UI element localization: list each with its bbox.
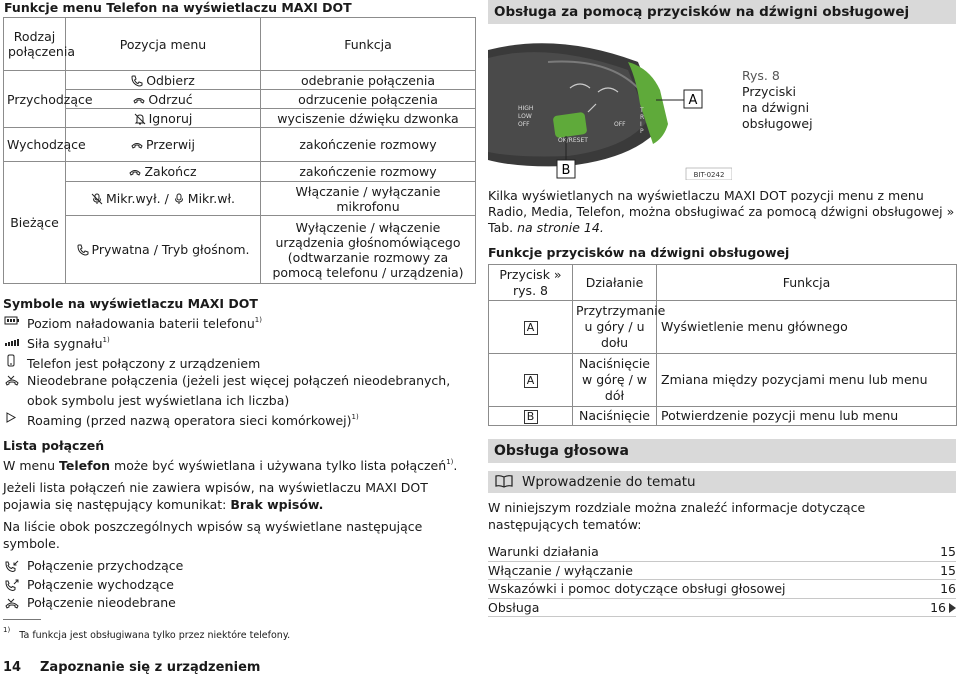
text-run: . (453, 458, 458, 473)
signal-icon (4, 334, 20, 347)
call-list-title: Lista połączeń (3, 438, 105, 453)
function-cell: Włączanie / wyłączanie mikrofonu (261, 182, 476, 216)
action-cell: Naciśnięcie (573, 407, 657, 426)
menu-item-label: Zakończ (144, 164, 197, 179)
missed-call-icon (4, 597, 20, 610)
voice-control-heading: Obsługa głosowa (488, 439, 956, 463)
microphone-icon (91, 193, 103, 205)
figure-number: Rys. 8 (742, 68, 780, 83)
group-current: Bieżące (4, 162, 66, 284)
phone-menu-table (3, 17, 476, 284)
menu-item-ignore (66, 109, 261, 128)
topic-intro-heading (488, 471, 956, 493)
toc-page-wrap (930, 599, 956, 617)
menu-item-label: Ignoruj (148, 110, 193, 126)
footnote-ref: 1) (351, 413, 359, 421)
menu-item-mic (66, 182, 261, 216)
lever-text-i: I (640, 121, 642, 128)
call-list-paragraph-2 (3, 479, 475, 513)
list-item (3, 557, 475, 576)
call-list-paragraph-1 (3, 454, 475, 474)
function-cell: zakończenie rozmowy (261, 128, 476, 162)
table-row (4, 71, 476, 90)
table-row (4, 128, 476, 162)
symbol-text: Połączenie przychodzące (27, 558, 184, 573)
toc-label: Włączanie / wyłączanie (488, 562, 633, 578)
phone-icon (77, 244, 89, 256)
action-cell: Przytrzymanie u góry / u dołu (573, 301, 657, 354)
menu-item-label: Odrzuć (148, 91, 193, 107)
header-menu-item: Pozycja menu (66, 18, 261, 71)
lever-functions-table (488, 264, 957, 426)
hangup-icon (129, 166, 141, 178)
table-row (489, 354, 957, 407)
roaming-icon (4, 411, 20, 424)
table-header-row (489, 265, 957, 301)
bell-muted-icon (134, 113, 146, 125)
menu-item-reject (66, 90, 261, 109)
table-row (4, 109, 476, 128)
figure-caption (742, 68, 813, 132)
lever-text-t: T (640, 107, 644, 114)
lever-text-okreset: OK/RESET (558, 137, 588, 144)
button-cell (489, 301, 573, 354)
symbol-text: Poziom naładowania baterii telefonu (27, 316, 255, 331)
list-item (3, 576, 475, 595)
text-run: może być wyświetlana i używana tylko lista połączeń (110, 458, 447, 473)
menu-item-answer (66, 71, 261, 90)
lever-text-r: R (640, 114, 645, 121)
menu-item-private (66, 216, 261, 284)
list-item (3, 332, 475, 352)
toc-page: 15 (940, 544, 956, 559)
symbol-text: Połączenie nieodebrane (27, 595, 176, 610)
text-run: Jeżeli lista połączeń nie zawiera wpisów, na wyświetlaczu MAXI DOT pojawia się następujący komunikat: (3, 480, 428, 512)
header-action: Działanie (573, 265, 657, 301)
group-outgoing: Wychodzące (4, 128, 66, 162)
symbol-text: Roaming (przed nazwą operatora sieci komórkowej) (27, 413, 352, 428)
battery-icon (4, 314, 20, 327)
hangup-icon (133, 94, 145, 106)
lever-text-off: OFF (518, 121, 530, 128)
toc-label: Warunki działania (488, 544, 599, 559)
lever-intro-paragraph (488, 188, 956, 236)
page-ref: na stronie 14. (513, 220, 604, 235)
right-column (488, 0, 956, 617)
menu-item-separator: / (160, 191, 173, 206)
label-a: A (688, 93, 698, 108)
hangup-icon (131, 139, 143, 151)
toc-label: Wskazówki i pomoc dotyczące obsługi głosowej (488, 581, 786, 596)
toc-page: 16 (940, 581, 956, 596)
menu-item-abort (66, 128, 261, 162)
table-row (489, 407, 957, 426)
call-symbols-list (3, 557, 475, 613)
function-cell: Wyświetlenie menu głównego (657, 301, 957, 354)
book-icon (494, 473, 514, 487)
list-item (3, 409, 475, 429)
left-column (3, 0, 475, 613)
lever-controls-heading: Obsługa za pomocą przycisków na dźwigni obsługowej (488, 0, 956, 24)
function-cell: odrzucenie połączenia (261, 90, 476, 109)
symbol-text: Telefon jest połączony z urządzeniem (27, 356, 261, 371)
header-button: Przycisk » rys. 8 (489, 265, 573, 301)
menu-item-label: Prywatna / Tryb głośnom. (91, 242, 250, 257)
chapter-intro-paragraph: W niniejszym rozdziale można znaleźć informacje dotyczące następujących tematów: (488, 500, 866, 532)
header-function: Funkcja (657, 265, 957, 301)
lever-table-title: Funkcje przycisków na dźwigni obsługowej (488, 245, 790, 260)
menu-item-end (66, 162, 261, 182)
toc-item[interactable] (488, 599, 956, 618)
outgoing-call-icon (4, 579, 20, 592)
toc-page: 16 (930, 599, 946, 615)
header-function: Funkcja (261, 18, 476, 71)
lever-figure (488, 28, 813, 180)
footnote-text: Ta funkcja jest obsługiwana tylko przez niektóre telefony. (19, 630, 291, 641)
footnote-ref: 1) (254, 316, 262, 324)
footnote-ref: 1) (446, 458, 454, 466)
toc-item[interactable] (488, 543, 956, 562)
group-incoming: Przychodzące (4, 71, 66, 128)
page-number: 14 (3, 660, 22, 675)
table-row (4, 162, 476, 182)
toc-item[interactable] (488, 562, 956, 581)
function-cell: Zmiana między pozycjami menu lub menu (657, 354, 957, 407)
table-header-row (4, 18, 476, 71)
topic-list (488, 543, 956, 617)
missed-call-icon (4, 374, 20, 387)
incoming-call-icon (4, 560, 20, 573)
microphone-icon (173, 193, 185, 205)
table-row (4, 216, 476, 284)
button-label: A (524, 321, 538, 335)
menu-item-label: Przerwij (145, 137, 196, 152)
symbol-text: Połączenie wychodzące (27, 576, 174, 592)
button-cell (489, 354, 573, 407)
table-link[interactable]: » Tab. (488, 204, 955, 235)
menu-item-label: Mikr.wł. (187, 191, 235, 206)
button-label: B (524, 410, 538, 424)
call-list-paragraph-3: Na liście obok poszczególnych wpisów są wyświetlane następujące symbole. (3, 519, 423, 551)
bold-term: Brak wpisów. (230, 497, 324, 512)
list-item (3, 312, 475, 332)
lever-illustration (488, 28, 732, 180)
menu-item-label: Mikr.wył. (106, 191, 161, 206)
phone-connected-icon (4, 354, 20, 367)
function-cell: Potwierdzenie pozycji menu lub menu (657, 407, 957, 426)
lever-text-off2: OFF (614, 121, 626, 128)
table-row (4, 182, 476, 216)
symbols-list (3, 312, 475, 429)
function-cell: zakończenie rozmowy (261, 162, 476, 182)
footnote-ref: 1) (102, 336, 110, 344)
lever-text-p: P (640, 128, 644, 135)
function-cell: odebranie połączenia (261, 71, 476, 90)
symbol-text: Nieodebrane połączenia (jeżeli jest więcej połączeń nieodebranych, obok symbolu jest wyświetlana ich liczba) (27, 373, 451, 408)
symbols-title: Symbole na wyświetlaczu MAXI DOT (3, 296, 258, 311)
footnote (3, 626, 290, 641)
button-cell (489, 407, 573, 426)
footnote-mark: 1) (3, 626, 11, 634)
list-item (3, 594, 475, 613)
list-item (3, 372, 475, 409)
action-cell: Naciśnięcie w górę / w dół (573, 354, 657, 407)
toc-item[interactable] (488, 580, 956, 599)
toc-page: 15 (940, 562, 956, 578)
lever-text-high: HIGH (518, 105, 534, 112)
button-label: A (524, 374, 538, 388)
topic-intro-label: Wprowadzenie do tematu (522, 474, 696, 490)
text-run: W menu (3, 458, 60, 473)
chapter-title: Zapoznanie się z urządzeniem (40, 660, 261, 675)
text-run: Kilka wyświetlanych na wyświetlaczu MAXI DOT pozycji menu z menu Radio, Media, Telefon, można obsługiwać za pomocą dźwigni obsługowej (488, 188, 947, 219)
lever-text-low: LOW (518, 113, 532, 120)
toc-label: Obsługa (488, 599, 540, 615)
symbol-text: Siła sygnału (27, 336, 103, 351)
function-cell: wyciszenie dźwięku dzwonka (261, 109, 476, 128)
phone-menu-table-title: Funkcje menu Telefon na wyświetlaczu MAXI DOT (4, 0, 352, 15)
footnote-divider (3, 619, 41, 620)
phone-icon (131, 75, 143, 87)
list-item (3, 352, 475, 372)
table-row (489, 301, 957, 354)
label-b: B (561, 163, 571, 178)
menu-item-label: Odbierz (146, 72, 195, 88)
header-call-type: Rodzaj połączenia (4, 18, 66, 71)
bold-term: Telefon (59, 458, 111, 473)
function-cell: Wyłączenie / włączenie urządzenia głośnomówiącego (odtwarzanie rozmowy za pomocą telefonu / urządzenia) (261, 216, 476, 284)
figure-title: Przyciski na dźwigni obsługowej (742, 84, 813, 131)
next-page-arrow-icon[interactable] (949, 603, 956, 613)
figure-code: BIT-0242 (693, 171, 725, 179)
